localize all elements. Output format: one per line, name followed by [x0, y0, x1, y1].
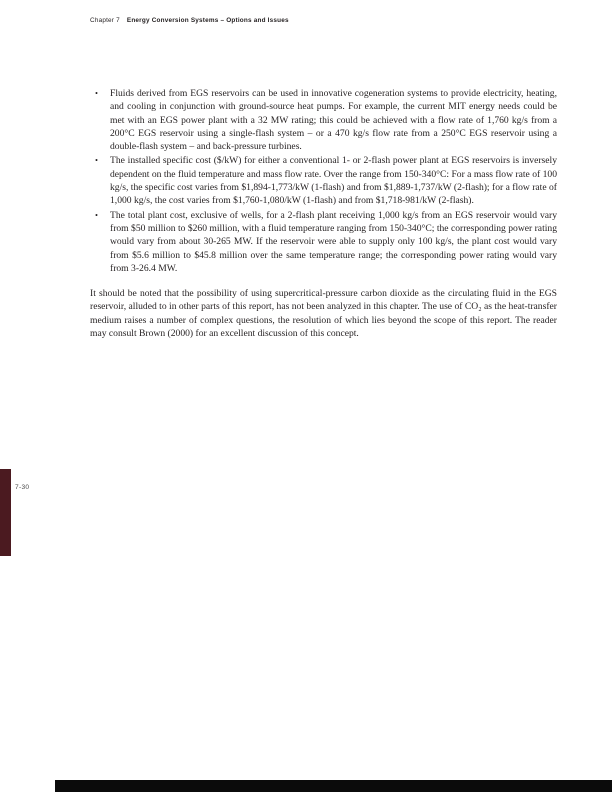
list-item	[90, 154, 557, 207]
bullet-marker: •	[95, 88, 98, 98]
chapter-label: Chapter 7	[90, 17, 120, 24]
bullet-marker: •	[95, 155, 98, 166]
closing-paragraph: It should be noted that the possibility of using supercritical-pressure carbon dioxide as the circulating fluid in the EGS reservoir, alluded to in other parts of this report, has not been analyzed in this chapter. The use of CO₂ as the heat-transfer medium raises a number of complex questions, the resolution of which lies beyond the scope of this report. The reader may consult Brown (2000) for an excellent discussion of this concept.	[90, 288, 557, 340]
chapter-title: Energy Conversion Systems – Options and Issues	[126, 17, 289, 24]
footer-bar	[55, 780, 612, 792]
bullet-marker: •	[95, 209, 98, 220]
list-item	[90, 87, 557, 153]
body-text	[90, 87, 557, 340]
list-item	[90, 209, 557, 275]
page-number: 7-30	[15, 484, 30, 491]
bullet-text: The total plant cost, exclusive of wells, for a 2-flash plant receiving 1,000 kg/s from an EGS reservoir would vary from $50 million to $260 million, with a fluid temperature ranging from 150-340°C; the corresponding power rating would vary from about 30-265 MW. If the reservoir were able to supply only 100 kg/s, the plant cost would vary from $5.6 million to $45.8 million over the same temperature range; the corresponding power rating would vary from 3-26.4 MW.	[110, 209, 557, 274]
page-number-accent-bar	[0, 469, 11, 556]
page-header	[90, 17, 289, 24]
bullet-text: Fluids derived from EGS reservoirs can be used in innovative cogeneration systems to provide electricity, heating, and cooling in conjunction with ground-source heat pumps. For example, the current MIT energy needs could be met with an EGS power plant with a 32 MW rating; this could be achieved with a flow rate of 1,760 kg/s from a 200°C EGS reservoir using a single-flash system – or a 470 kg/s flow rate from a 250°C EGS reservoir using a double-flash system – and back-pressure turbines.	[110, 88, 557, 153]
bullet-text: The installed specific cost ($/kW) for either a conventional 1- or 2-flash power plant at EGS reservoirs is inversely dependent on the fluid temperature and mass flow rate. Over the range from 150-340°C: For a mass flow rate of 100 kg/s, the specific cost varies from $1,894-1,773/kW (1-flash) and from $1,889-1,737/kW (2-flash); for a flow rate of 1,000 kg/s, the cost varies from $1,760-1,080/kW (1-flash) and from $1,718-981/kW (2-flash).	[110, 155, 557, 207]
